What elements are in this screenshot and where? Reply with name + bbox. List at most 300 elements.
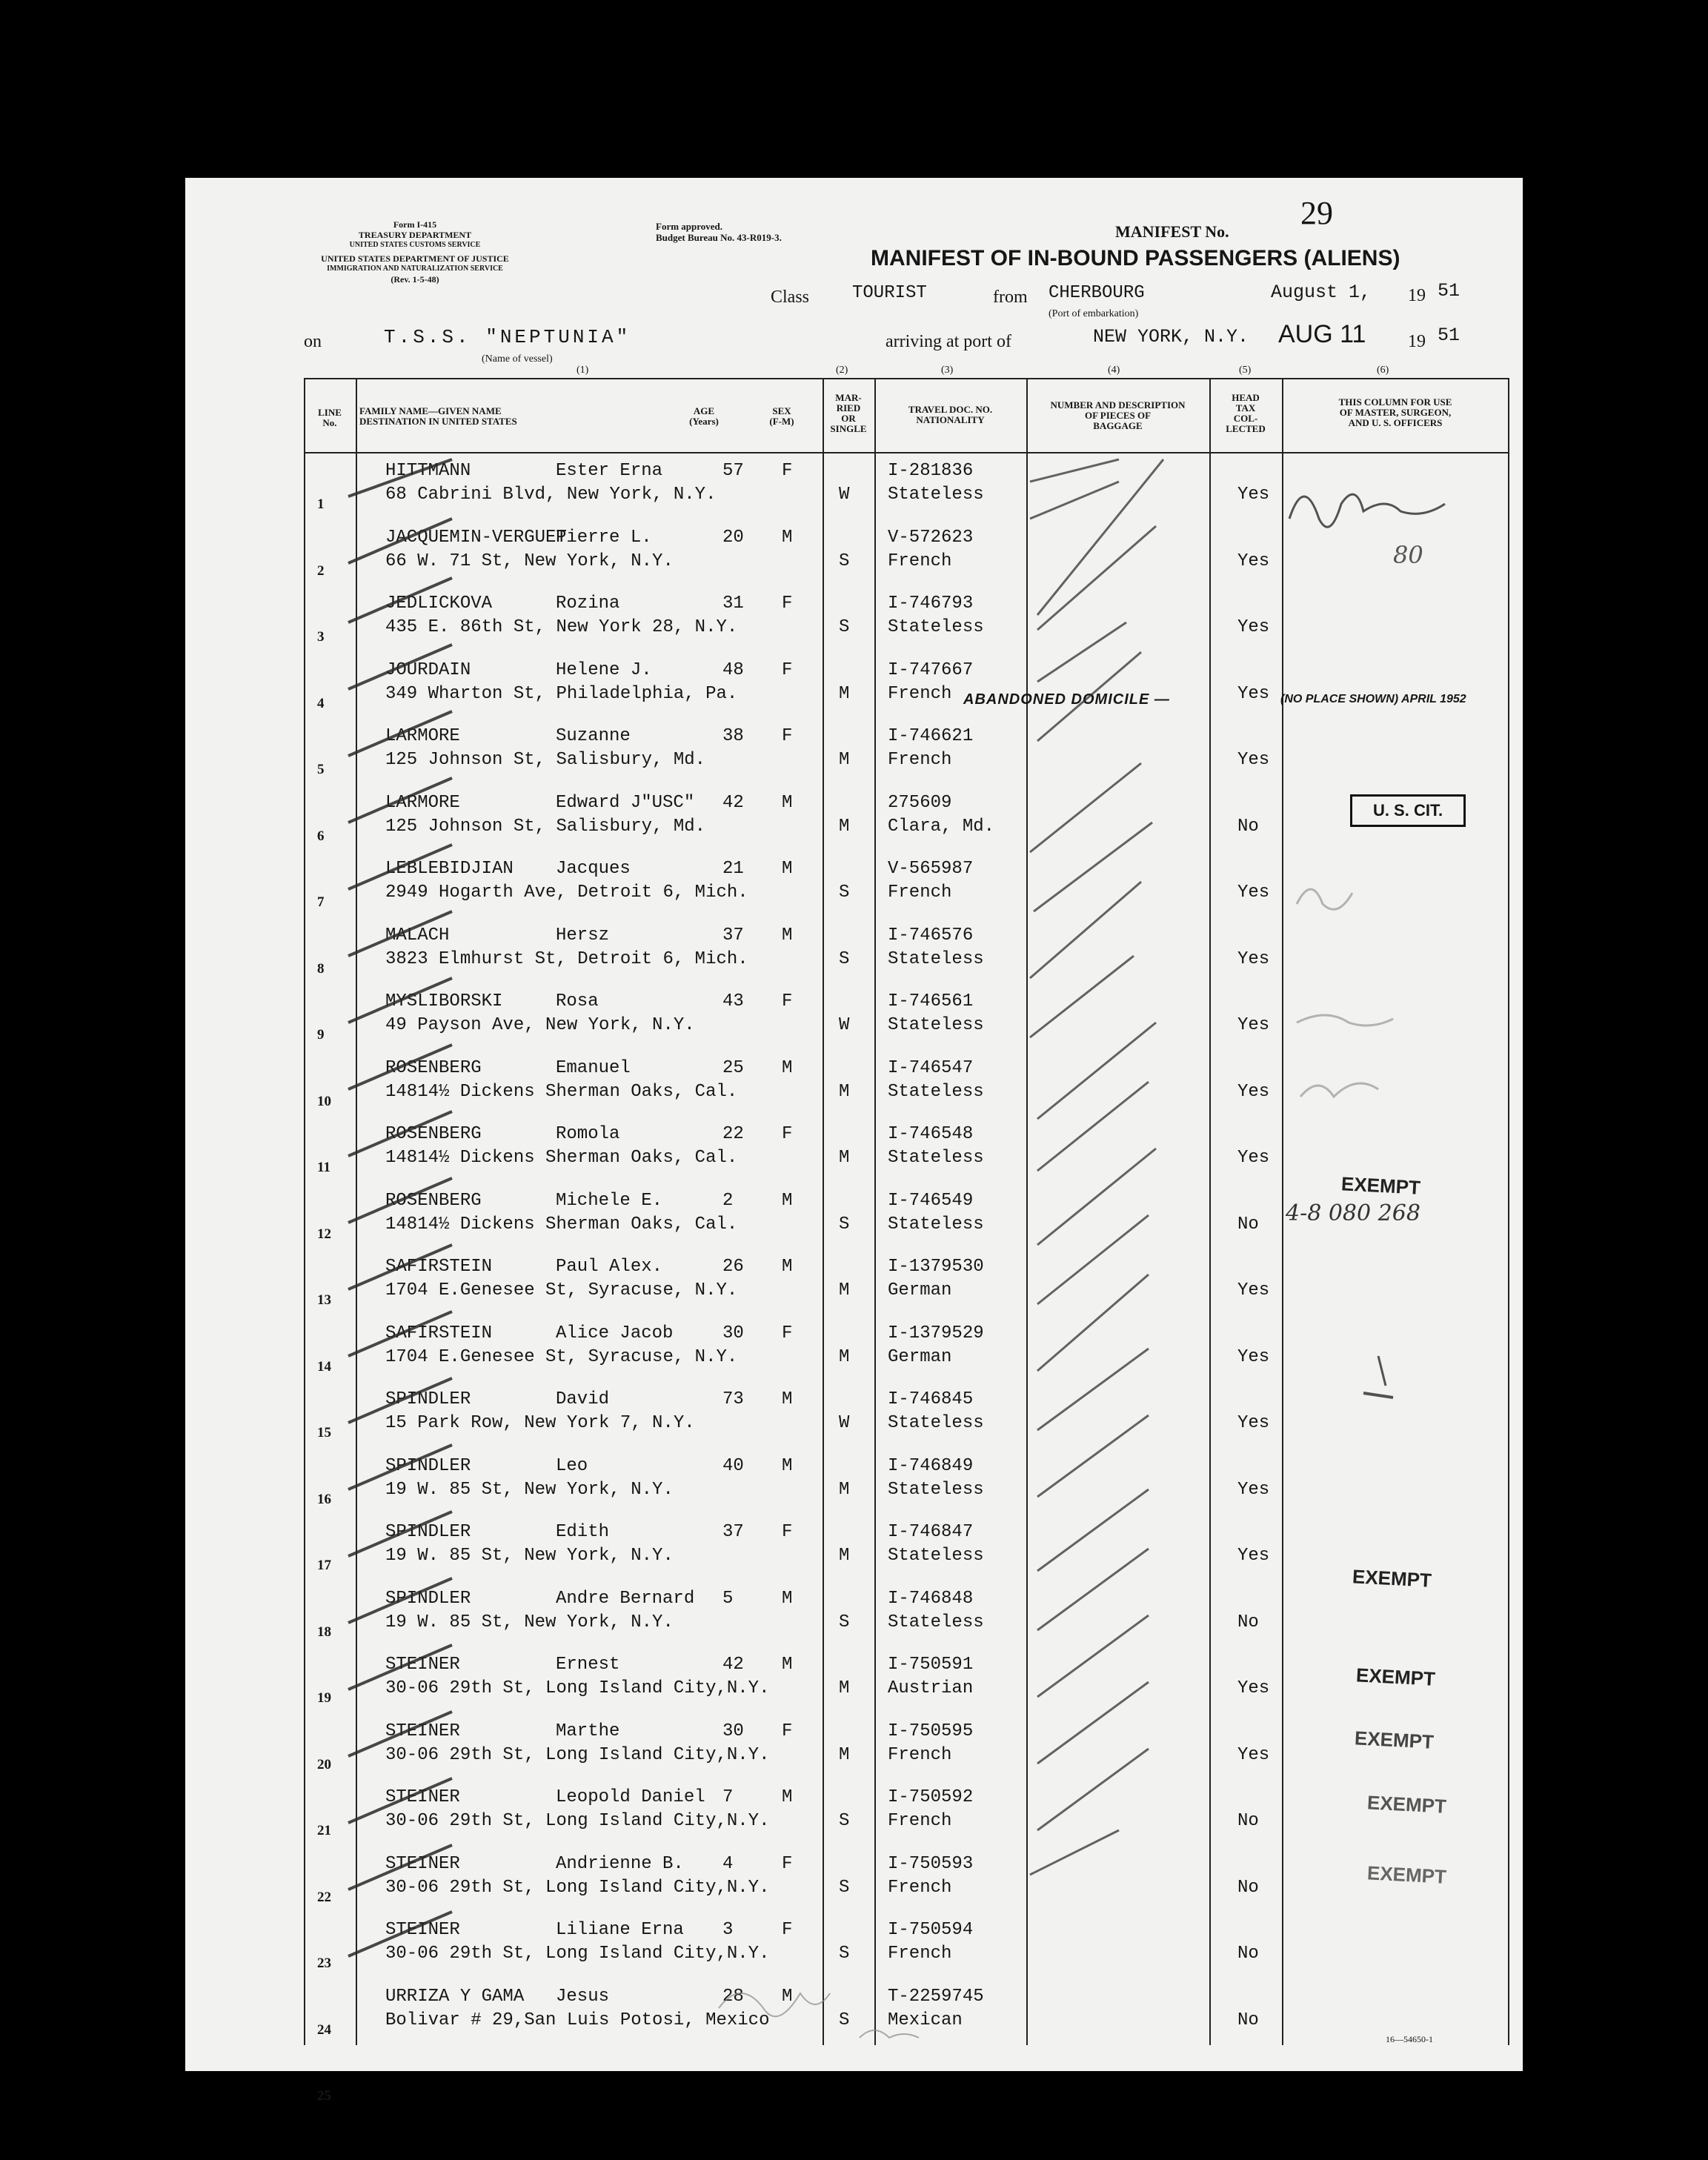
destination: 66 W. 71 St, New York, N.Y. [385, 551, 674, 571]
sex: F [782, 461, 793, 481]
family-name: LARMORE [385, 792, 460, 813]
header-travel-doc: TRAVEL DOC. NO. NATIONALITY [908, 404, 993, 425]
line-number: 1 [317, 496, 325, 512]
head-tax: Yes [1237, 1346, 1270, 1367]
exempt-stamp-row24: EXEMPT [1366, 1861, 1447, 1888]
destination: 1704 E.Genesee St, Syracuse, N.Y. [385, 1280, 738, 1300]
travel-doc-number: I-746848 [888, 1588, 974, 1609]
embarkation-port: CHERBOURG [1049, 283, 1145, 303]
given-name: Liliane Erna [556, 1920, 684, 1940]
marital-status: S [839, 1944, 850, 1964]
arrival-date-stamp: AUG 11 [1278, 320, 1366, 348]
marital-status: W [839, 1413, 850, 1433]
exempt-stamp-row18: EXEMPT [1352, 1565, 1432, 1592]
travel-doc-number: I-750593 [888, 1853, 974, 1874]
family-name: STEINER [385, 1853, 460, 1874]
sex: M [782, 1257, 793, 1277]
destination: 125 Johnson St, Salisbury, Md. [385, 750, 706, 770]
header-name: FAMILY NAME—GIVEN NAME DESTINATION IN UNITED STATES [359, 405, 517, 427]
line-number: 14 [317, 1358, 331, 1375]
marital-status: S [839, 1612, 850, 1632]
destination: 3823 Elmhurst St, Detroit 6, Mich. [385, 948, 748, 969]
head-tax: Yes [1237, 883, 1270, 903]
given-name: Ester Erna [556, 461, 663, 481]
head-tax: Yes [1237, 485, 1270, 505]
destination: 19 W. 85 St, New York, N.Y. [385, 1546, 674, 1566]
travel-doc-number: I-746548 [888, 1124, 974, 1144]
line-number: 7 [317, 894, 325, 910]
head-tax: Yes [1237, 948, 1270, 969]
line-number: 5 [317, 762, 325, 777]
marital-status: W [839, 485, 850, 505]
family-name: STEINER [385, 1787, 460, 1807]
given-name: Marthe [556, 1721, 620, 1741]
travel-doc-number: I-746561 [888, 991, 974, 1011]
destination: 2949 Hogarth Ave, Detroit 6, Mich. [385, 883, 748, 903]
marital-status: S [839, 1877, 850, 1898]
family-name: SAFIRSTEIN [385, 1257, 493, 1277]
marital-status: M [839, 1678, 850, 1698]
marital-status: M [839, 1280, 850, 1300]
sex: M [782, 1986, 793, 2007]
given-name: Jesus [556, 1986, 610, 2007]
name-check-marks [348, 459, 452, 1956]
vessel-name: T.S.S. "NEPTUNIA" [384, 326, 631, 348]
given-name: Hersz [556, 925, 610, 946]
travel-doc-number: 275609 [888, 792, 952, 813]
sex: F [782, 1920, 793, 1940]
marital-status: M [839, 1744, 850, 1765]
nationality: French [888, 1811, 952, 1831]
arriving-label: arriving at port of [885, 332, 1011, 351]
sex: F [782, 1124, 793, 1144]
embark-year: 51 [1438, 280, 1461, 302]
family-name: JOURDAIN [385, 659, 471, 680]
given-name: Suzanne [556, 726, 631, 746]
age: 28 [722, 1986, 744, 2007]
line-number: 20 [317, 1756, 331, 1772]
col-num-5: (5) [1239, 365, 1252, 376]
age: 5 [722, 1588, 734, 1609]
handwriting-marks [185, 178, 1523, 2071]
us-citizen-stamp: U. S. CIT. [1350, 794, 1466, 827]
line-number: 23 [317, 1955, 331, 1971]
col-num-1: (1) [576, 365, 589, 376]
nationality: French [888, 683, 952, 704]
given-name: Rosa [556, 991, 599, 1011]
age: 42 [722, 1655, 744, 1675]
header-baggage: NUMBER AND DESCRIPTION OF PIECES OF BAGGAGE [1050, 399, 1186, 431]
manifest-page [185, 178, 1523, 2104]
given-name: Ernest [556, 1655, 620, 1675]
travel-doc-number: I-750595 [888, 1721, 974, 1741]
line-number: 21 [317, 1823, 331, 1838]
given-name: Emanuel [556, 1057, 631, 1078]
sex: F [782, 1522, 793, 1542]
col-num-4: (4) [1108, 365, 1120, 376]
family-name: STEINER [385, 1655, 460, 1675]
ins-service: IMMIGRATION AND NATURALIZATION SERVICE [327, 265, 503, 273]
age: 2 [722, 1190, 734, 1211]
head-tax: Yes [1237, 1744, 1270, 1765]
nationality: French [888, 750, 952, 770]
destination: 19 W. 85 St, New York, N.Y. [385, 1479, 674, 1500]
given-name: Paul Alex. [556, 1257, 663, 1277]
head-tax: Yes [1237, 1546, 1270, 1566]
family-name: MALACH [385, 925, 450, 946]
family-name: ROSENBERG [385, 1057, 482, 1078]
travel-doc-number: I-746576 [888, 925, 974, 946]
family-name: MYSLIBORSKI [385, 991, 503, 1011]
class-label: Class [771, 288, 810, 307]
embarkation-date: August 1, [1271, 282, 1372, 303]
family-name: HITTMANN [385, 461, 471, 481]
marital-status: M [839, 816, 850, 837]
manifest-number: 29 [1300, 195, 1333, 231]
marital-status: S [839, 1214, 850, 1234]
age: 22 [722, 1124, 744, 1144]
destination: Bolivar # 29,San Luis Potosi, Mexico [385, 2010, 770, 2030]
line-number: 4 [317, 695, 325, 711]
nationality: Stateless [888, 1015, 984, 1035]
line-number: 15 [317, 1425, 331, 1440]
annotation-abandoned-domicile: ABANDONED DOMICILE — [963, 691, 1170, 708]
nationality: Stateless [888, 1081, 984, 1102]
nationality: French [888, 1877, 952, 1898]
age: 26 [722, 1257, 744, 1277]
age: 42 [722, 792, 744, 813]
given-name: Alice Jacob [556, 1323, 674, 1343]
manifest-label: MANIFEST No. [1115, 222, 1229, 241]
col-num-2: (2) [836, 365, 848, 376]
age: 21 [722, 859, 744, 879]
nationality: Stateless [888, 1546, 984, 1566]
head-tax: No [1237, 1612, 1259, 1632]
age: 37 [722, 1522, 744, 1542]
embark-year-prefix: 19 [1408, 286, 1426, 305]
given-name: Helene J. [556, 659, 652, 680]
justice-dept: UNITED STATES DEPARTMENT OF JUSTICE [321, 253, 509, 264]
destination: 14814½ Dickens Sherman Oaks, Cal. [385, 1148, 738, 1168]
destination: 30-06 29th St, Long Island City,N.Y. [385, 1744, 770, 1765]
line-number: 12 [317, 1226, 331, 1242]
manifest-title: MANIFEST OF IN-BOUND PASSENGERS (ALIENS) [871, 246, 1400, 270]
exempt-stamp-row12: EXEMPT [1340, 1172, 1421, 1199]
line-number: 3 [317, 629, 325, 645]
head-tax: No [1237, 2010, 1259, 2030]
sex: M [782, 1389, 793, 1409]
family-name: STEINER [385, 1920, 460, 1940]
header-officers: THIS COLUMN FOR USE OF MASTER, SURGEON, AND U. S. OFFICERS [1338, 396, 1452, 428]
travel-doc-number: I-746849 [888, 1455, 974, 1476]
age: 4 [722, 1853, 734, 1874]
destination: 1704 E.Genesee St, Syracuse, N.Y. [385, 1346, 738, 1367]
nationality: Stateless [888, 617, 984, 637]
given-name: Romola [556, 1124, 620, 1144]
family-name: SPINDLER [385, 1588, 471, 1609]
given-name: Jacques [556, 859, 631, 879]
header-head-tax: HEAD TAX COL- LECTED [1226, 392, 1266, 434]
destination: 125 Johnson St, Salisbury, Md. [385, 816, 706, 837]
sex: M [782, 1190, 793, 1211]
destination: 68 Cabrini Blvd, New York, N.Y. [385, 485, 717, 505]
age: 30 [722, 1721, 744, 1741]
destination: 19 W. 85 St, New York, N.Y. [385, 1612, 674, 1632]
head-tax: No [1237, 1214, 1259, 1234]
line-number: 25 [317, 2088, 331, 2104]
head-tax: No [1237, 816, 1259, 837]
annotation-cert-row12: 4-8 080 268 [1286, 1200, 1420, 1226]
header-age: AGE (Years) [689, 405, 719, 427]
header-line-no: LINE No. [318, 407, 342, 428]
vessel-caption: (Name of vessel) [482, 353, 553, 365]
sex: F [782, 991, 793, 1011]
marital-status: M [839, 1346, 850, 1367]
travel-doc-number: I-281836 [888, 461, 974, 481]
family-name: SAFIRSTEIN [385, 1323, 493, 1343]
age: 31 [722, 594, 744, 614]
line-number: 11 [317, 1160, 330, 1175]
sex: M [782, 792, 793, 813]
marital-status: S [839, 1811, 850, 1831]
travel-doc-number: I-1379529 [888, 1323, 984, 1343]
nationality: French [888, 551, 952, 571]
marital-status: M [839, 1081, 850, 1102]
travel-doc-number: I-746845 [888, 1389, 974, 1409]
nationality: Clara, Md. [888, 816, 995, 837]
family-name: SPINDLER [385, 1455, 471, 1476]
age: 57 [722, 461, 744, 481]
nationality: Stateless [888, 1479, 984, 1500]
age: 48 [722, 659, 744, 680]
given-name: Pierre L. [556, 527, 652, 548]
head-tax: Yes [1237, 683, 1270, 704]
family-name: LARMORE [385, 726, 460, 746]
exempt-stamp-row22: EXEMPT [1354, 1727, 1435, 1753]
travel-doc-number: I-746793 [888, 594, 974, 614]
baggage-check-marks [1030, 459, 1163, 1875]
age: 25 [722, 1057, 744, 1078]
annotation-row2-note: 80 [1393, 541, 1423, 569]
marital-status: S [839, 883, 850, 903]
nationality: Stateless [888, 1612, 984, 1632]
head-tax: Yes [1237, 1081, 1270, 1102]
age: 40 [722, 1455, 744, 1476]
destination: 435 E. 86th St, New York 28, N.Y. [385, 617, 738, 637]
sex: M [782, 1057, 793, 1078]
head-tax: No [1237, 1811, 1259, 1831]
travel-doc-number: I-747667 [888, 659, 974, 680]
nationality: Stateless [888, 1214, 984, 1234]
nationality: French [888, 883, 952, 903]
travel-doc-number: V-565987 [888, 859, 974, 879]
line-number: 17 [317, 1558, 331, 1573]
sex: F [782, 659, 793, 680]
head-tax: Yes [1237, 1280, 1270, 1300]
destination: 30-06 29th St, Long Island City,N.Y. [385, 1811, 770, 1831]
age: 43 [722, 991, 744, 1011]
sex: M [782, 527, 793, 548]
line-number: 13 [317, 1292, 331, 1308]
line-number: 24 [317, 2021, 331, 2038]
marital-status: S [839, 2010, 850, 2030]
budget-bureau: Budget Bureau No. 43-R019-3. [656, 232, 782, 243]
customs-service: UNITED STATES CUSTOMS SERVICE [349, 241, 481, 249]
footer-form-code: 16—54650-1 [1386, 2034, 1433, 2044]
head-tax: Yes [1237, 551, 1270, 571]
line-number: 6 [317, 828, 325, 844]
treasury-dept: TREASURY DEPARTMENT [358, 230, 472, 240]
sex: M [782, 859, 793, 879]
destination: 30-06 29th St, Long Island City,N.Y. [385, 1678, 770, 1698]
nationality: Austrian [888, 1678, 974, 1698]
head-tax: Yes [1237, 1413, 1270, 1433]
nationality: French [888, 1744, 952, 1765]
given-name: David [556, 1389, 610, 1409]
head-tax: Yes [1237, 1479, 1270, 1500]
sex: F [782, 1853, 793, 1874]
nationality: German [888, 1346, 952, 1367]
travel-doc-number: I-746621 [888, 726, 974, 746]
marital-status: M [839, 750, 850, 770]
signature-scribble [1289, 494, 1445, 527]
annotation-no-place-shown: (NO PLACE SHOWN) APRIL 1952 [1280, 693, 1466, 705]
nationality: Mexican [888, 2010, 963, 2030]
marital-status: M [839, 1546, 850, 1566]
form-number: Form I-415 [393, 219, 437, 230]
travel-doc-number: I-746549 [888, 1190, 974, 1211]
sex: M [782, 925, 793, 946]
family-name: SPINDLER [385, 1389, 471, 1409]
marital-status: W [839, 1015, 850, 1035]
nationality: Stateless [888, 1148, 984, 1168]
header-married: MAR- RIED OR SINGLE [830, 392, 867, 434]
marital-status: S [839, 948, 850, 969]
arrival-port: NEW YORK, N.Y. [1093, 326, 1249, 348]
family-name: URRIZA Y GAMA [385, 1986, 525, 2007]
age: 37 [722, 925, 744, 946]
family-name: ROSENBERG [385, 1124, 482, 1144]
age: 3 [722, 1920, 734, 1940]
given-name: Edward J"USC" [556, 792, 695, 813]
head-tax: Yes [1237, 750, 1270, 770]
destination: 349 Wharton St, Philadelphia, Pa. [385, 683, 738, 704]
destination: 14814½ Dickens Sherman Oaks, Cal. [385, 1081, 738, 1102]
given-name: Leo [556, 1455, 588, 1476]
nationality: German [888, 1280, 952, 1300]
travel-doc-number: T-2259745 [888, 1986, 984, 2007]
line-number: 9 [317, 1027, 325, 1043]
destination: 30-06 29th St, Long Island City,N.Y. [385, 1877, 770, 1898]
marital-status: M [839, 1148, 850, 1168]
travel-doc-number: I-746547 [888, 1057, 974, 1078]
arrival-year-prefix: 19 [1408, 332, 1426, 351]
family-name: STEINER [385, 1721, 460, 1741]
exempt-stamp-row23: EXEMPT [1366, 1791, 1447, 1818]
sex: F [782, 594, 793, 614]
given-name: Leopold Daniel [556, 1787, 705, 1807]
embarkation-caption: (Port of embarkation) [1049, 308, 1139, 319]
head-tax: Yes [1237, 1678, 1270, 1698]
travel-doc-number: I-750594 [888, 1920, 974, 1940]
travel-doc-number: I-750592 [888, 1787, 974, 1807]
line-number: 10 [317, 1093, 331, 1109]
line-number: 19 [317, 1690, 331, 1706]
head-tax: No [1237, 1877, 1259, 1898]
sex: F [782, 1721, 793, 1741]
header-sex: SEX (F-M) [769, 405, 794, 427]
given-name: Michele E. [556, 1190, 663, 1211]
family-name: JACQUEMIN-VERGUET [385, 527, 567, 548]
line-number: 2 [317, 562, 325, 579]
class-value: TOURIST [852, 283, 927, 303]
sex: M [782, 1588, 793, 1609]
marital-status: S [839, 617, 850, 637]
sex: M [782, 1787, 793, 1807]
family-name: LEBLEBIDJIAN [385, 859, 514, 879]
nationality: French [888, 1944, 952, 1964]
col-num-6: (6) [1377, 365, 1389, 376]
head-tax: Yes [1237, 1148, 1270, 1168]
nationality: Stateless [888, 948, 984, 969]
arrival-year: 51 [1438, 325, 1461, 346]
head-tax: Yes [1237, 617, 1270, 637]
travel-doc-number: V-572623 [888, 527, 974, 548]
sex: M [782, 1655, 793, 1675]
travel-doc-number: I-1379530 [888, 1257, 984, 1277]
given-name: Andrienne B. [556, 1853, 684, 1874]
travel-doc-number: I-746847 [888, 1522, 974, 1542]
given-name: Edith [556, 1522, 610, 1542]
head-tax: Yes [1237, 1015, 1270, 1035]
revision: (Rev. 1-5-48) [391, 274, 439, 285]
family-name: SPINDLER [385, 1522, 471, 1542]
given-name: Rozina [556, 594, 620, 614]
sex: M [782, 1455, 793, 1476]
marital-status: S [839, 551, 850, 571]
age: 20 [722, 527, 744, 548]
from-label: from [993, 288, 1028, 307]
age: 38 [722, 726, 744, 746]
age: 7 [722, 1787, 734, 1807]
line-number: 18 [317, 1624, 331, 1640]
sex: F [782, 1323, 793, 1343]
marital-status: M [839, 683, 850, 704]
sex: F [782, 726, 793, 746]
destination: 14814½ Dickens Sherman Oaks, Cal. [385, 1214, 738, 1234]
destination: 49 Payson Ave, New York, N.Y. [385, 1015, 695, 1035]
age: 73 [722, 1389, 744, 1409]
family-name: JEDLICKOVA [385, 594, 493, 614]
destination: 30-06 29th St, Long Island City,N.Y. [385, 1944, 770, 1964]
travel-doc-number: I-750591 [888, 1655, 974, 1675]
line-number: 22 [317, 1889, 331, 1905]
form-approved: Form approved. [656, 221, 723, 232]
on-label: on [304, 332, 322, 351]
col-num-3: (3) [941, 365, 954, 376]
exempt-stamp-row21: EXEMPT [1355, 1664, 1436, 1690]
nationality: Stateless [888, 485, 984, 505]
line-number: 16 [317, 1491, 331, 1507]
marital-status: M [839, 1479, 850, 1500]
destination: 15 Park Row, New York 7, N.Y. [385, 1413, 695, 1433]
head-tax: No [1237, 1944, 1259, 1964]
line-number: 8 [317, 960, 325, 977]
nationality: Stateless [888, 1413, 984, 1433]
given-name: Andre Bernard [556, 1588, 695, 1609]
age: 30 [722, 1323, 744, 1343]
family-name: ROSENBERG [385, 1190, 482, 1211]
